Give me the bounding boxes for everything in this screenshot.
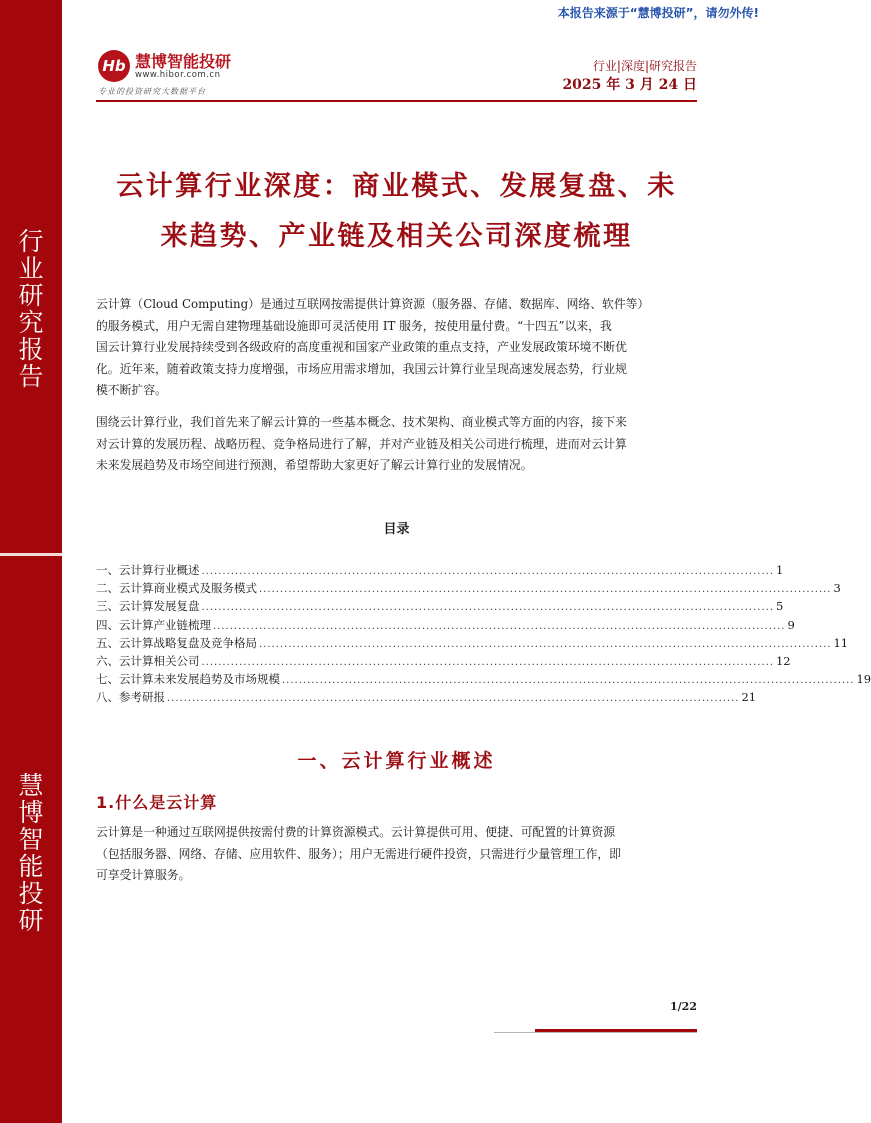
text-line: 云计算（Cloud Computing）是通过互联网按需提供计算资源（服务器、存储、数据库、网络、软件等） — [96, 297, 650, 311]
text-line: 可享受计算服务。 — [96, 868, 191, 882]
toc-leader: ......................................................................................................................................... — [201, 602, 774, 614]
toc-item[interactable] — [96, 689, 757, 707]
page-number: 1/22 — [670, 1000, 697, 1013]
toc-leader: ......................................................................................................................................... — [259, 584, 832, 596]
table-of-contents — [96, 562, 871, 708]
toc-item-label: 二、云计算商业模式及服务模式 — [96, 581, 257, 596]
toc-leader: ......................................................................................................................................... — [282, 675, 855, 687]
sidebar-char: 研 — [18, 281, 44, 310]
toc-item-page: 5 — [775, 599, 784, 614]
toc-leader: ......................................................................................................................................... — [259, 638, 832, 650]
toc-item[interactable] — [96, 617, 795, 635]
toc-item-label: 一、云计算行业概述 — [96, 563, 200, 577]
toc-leader: ......................................................................................................................................... — [201, 566, 774, 577]
header-divider — [96, 100, 697, 102]
text-line: 化。近年来，随着政策支持力度增强，市场应用需求增加，我国云计算行业呈现高速发展态势，行业规 — [96, 361, 627, 376]
title-line: 来趋势、产业链及相关公司深度梳理 — [160, 221, 633, 252]
sidebar-char: 能 — [18, 852, 44, 881]
toc-item[interactable] — [96, 635, 849, 653]
toc-item[interactable] — [96, 598, 784, 616]
toc-item-label: 六、云计算相关公司 — [96, 653, 200, 668]
sidebar-char: 行 — [18, 227, 44, 256]
text-line: （包括服务器、网络、存储、应用软件、服务）；用户无需进行硬件投资，只需进行少量管理工作，即 — [96, 846, 621, 861]
toc-item-label: 五、云计算战略复盘及竞争格局 — [96, 635, 257, 650]
sidebar — [0, 0, 62, 1123]
logo — [98, 50, 278, 100]
toc-item[interactable] — [96, 671, 871, 689]
sidebar-char: 告 — [18, 362, 44, 391]
sidebar-char: 报 — [18, 335, 44, 364]
logo-slogan: 专业的投资研究大数据平台 — [98, 87, 206, 96]
sidebar-char: 智 — [18, 825, 44, 854]
sidebar-char: 究 — [18, 308, 44, 337]
sidebar-char: 研 — [18, 906, 44, 935]
report-title — [96, 162, 697, 262]
text-line: 围绕云计算行业，我们首先来了解云计算的一些基本概念、技术架构、商业模式等方面的内容，接下来 — [96, 415, 627, 429]
toc-item-label: 八、参考研报 — [96, 690, 165, 705]
toc-item-label: 七、云计算未来发展趋势及市场规模 — [96, 672, 280, 687]
footer-accent — [535, 1029, 697, 1032]
text-line: 模不断扩容。 — [96, 383, 167, 397]
toc-item[interactable] — [96, 580, 841, 598]
text-line: 对云计算的发展历程、战略历程、竞争格局进行了解，并对产业链及相关公司进行梳理，进而对云计算 — [96, 436, 627, 451]
toc-item-page: 11 — [833, 635, 849, 650]
report-type: 行业|深度|研究报告 — [592, 59, 697, 73]
sidebar-char: 博 — [18, 798, 44, 827]
report-header — [562, 58, 697, 96]
toc-item-label: 三、云计算发展复盘 — [96, 599, 200, 614]
toc-leader: ......................................................................................................................................... — [167, 693, 740, 705]
subsection-title: 1.什么是云计算 — [96, 793, 218, 812]
footer-divider — [494, 1032, 697, 1033]
toc-item[interactable] — [96, 653, 791, 671]
text-line: 云计算是一种通过互联网提供按需付费的计算资源模式。云计算提供可用、便捷、可配置的计算资源 — [96, 825, 616, 839]
text-line: 国云计算行业发展持续受到各级政府的高度重视和国家产业政策的重点支持，产业发展政策环境不断优 — [96, 340, 627, 354]
toc-item-page: 9 — [787, 617, 795, 632]
sidebar-char: 慧 — [18, 771, 44, 800]
toc-item-page: 12 — [775, 653, 791, 668]
section-title: 一、云计算行业概述 — [297, 750, 496, 772]
toc-item-label: 四、云计算产业链梳理 — [96, 617, 211, 632]
intro-paragraph-1 — [96, 294, 697, 402]
toc-leader: ......................................................................................................................................... — [213, 620, 786, 632]
report-date: 2025 年 3 月 24 日 — [562, 77, 697, 93]
toc-item-page: 19 — [856, 672, 871, 687]
toc-item-page: 21 — [741, 690, 757, 705]
sidebar-label-brand — [0, 772, 62, 934]
toc-item-page: 1 — [775, 563, 784, 577]
text-line: 未来发展趋势及市场空间进行预测，希望帮助大家更好了解云计算行业的发展情况。 — [96, 458, 533, 472]
toc-item-page: 3 — [833, 581, 841, 596]
toc-title: 目录 — [383, 522, 410, 537]
logo-mark-icon: Hb — [98, 50, 130, 82]
intro-paragraph-2 — [96, 412, 697, 477]
title-line: 云计算行业深度：商业模式、发展复盘、未 — [116, 171, 677, 202]
sidebar-label-industry-research — [0, 228, 62, 390]
sidebar-char: 投 — [18, 879, 44, 908]
body-paragraph — [96, 822, 697, 887]
logo-name: 慧博智能投研 — [135, 52, 232, 71]
toc-item[interactable] — [96, 562, 784, 580]
toc-leader: ......................................................................................................................................... — [201, 656, 774, 668]
logo-url: www.hibor.com.cn — [135, 70, 221, 80]
source-notice: 本报告来源于“慧博投研”，请勿外传! — [557, 6, 759, 20]
sidebar-divider — [0, 553, 62, 556]
text-line: 的服务模式，用户无需自建物理基础设施即可灵活使用 IT 服务，按使用量付费。“十四五”以来，我 — [96, 318, 612, 333]
sidebar-char: 业 — [18, 254, 44, 283]
